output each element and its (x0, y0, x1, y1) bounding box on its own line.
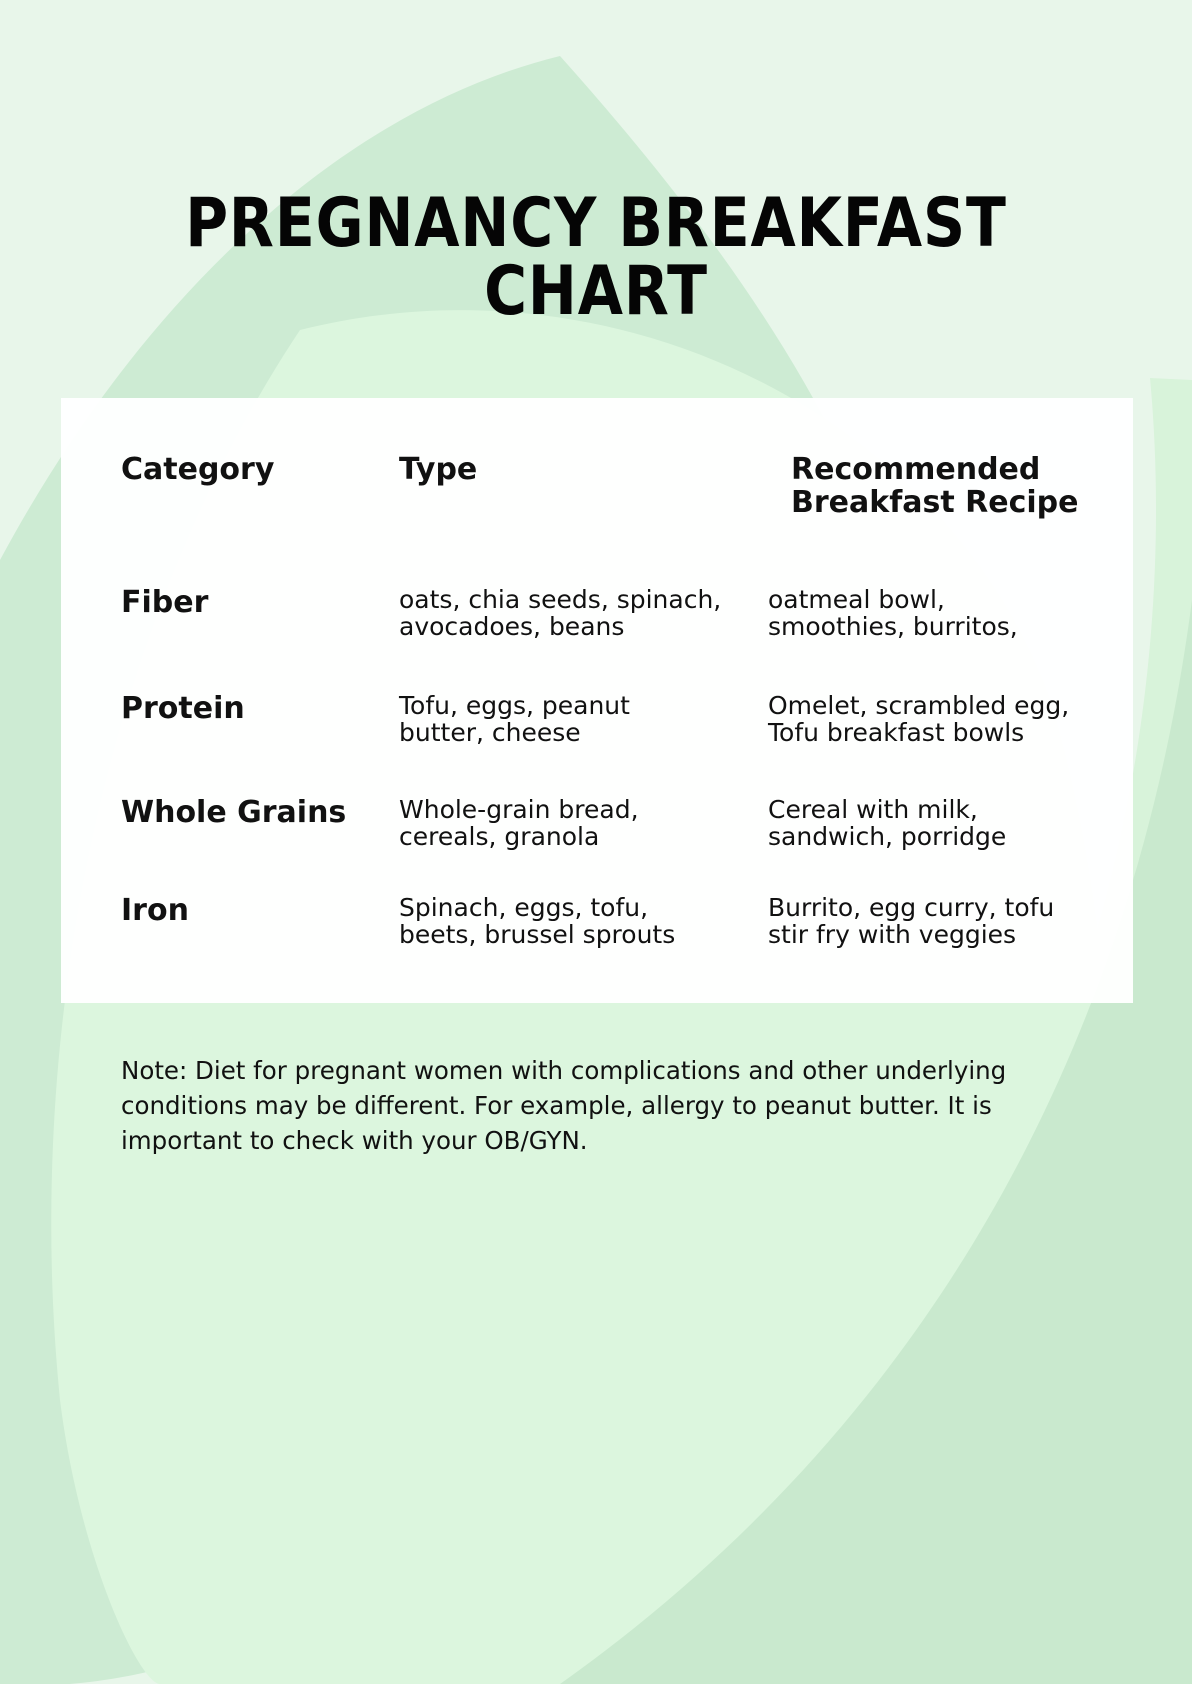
disclaimer-note: Note: Diet for pregnant women with complications and other underlying conditions may be different. For example, allergy to peanut butter. It is important to check with your OB/GYN. (121, 1056, 1007, 1155)
recipe-line: Burrito, egg curry, tofu (768, 893, 1055, 922)
header-category: Category (121, 452, 275, 487)
row-whole-grains-recipe (768, 796, 1006, 850)
recipe-line: sandwich, porridge (768, 822, 1007, 851)
type-line: Tofu, eggs, peanut (399, 691, 630, 720)
row-fiber-category: Fiber (121, 585, 209, 620)
row-whole-grains-category: Whole Grains (121, 795, 347, 830)
recipe-line: Tofu breakfast bowls (768, 718, 1025, 747)
header-type: Type (399, 452, 478, 487)
page-title: PREGNANCY BREAKFAST CHART (185, 184, 1007, 331)
recipe-line: Omelet, scrambled egg, (768, 691, 1070, 720)
row-fiber-type (399, 586, 721, 640)
type-line: cereals, granola (399, 822, 600, 851)
row-protein-category: Protein (121, 691, 245, 726)
row-iron-category: Iron (121, 893, 189, 928)
row-iron-type (399, 894, 675, 948)
row-fiber-recipe (768, 586, 1018, 640)
type-line: Spinach, eggs, tofu, (399, 893, 649, 922)
row-whole-grains-type (399, 796, 639, 850)
type-line: Whole-grain bread, (399, 795, 639, 824)
breakfast-table (61, 398, 1133, 1003)
row-protein-recipe (768, 692, 1069, 746)
recipe-line: oatmeal bowl, (768, 585, 945, 614)
recipe-line: Cereal with milk, (768, 795, 978, 824)
type-line: avocadoes, beans (399, 612, 625, 641)
type-line: butter, cheese (399, 718, 581, 747)
recipe-line: stir fry with veggies (768, 920, 1017, 949)
type-line: beets, brussel sprouts (399, 920, 676, 949)
header-recipe: Recommended Breakfast Recipe (791, 452, 1079, 520)
row-protein-type (399, 692, 630, 746)
row-iron-recipe (768, 894, 1054, 948)
type-line: oats, chia seeds, spinach, (399, 585, 722, 614)
recipe-line: smoothies, burritos, (768, 612, 1018, 641)
